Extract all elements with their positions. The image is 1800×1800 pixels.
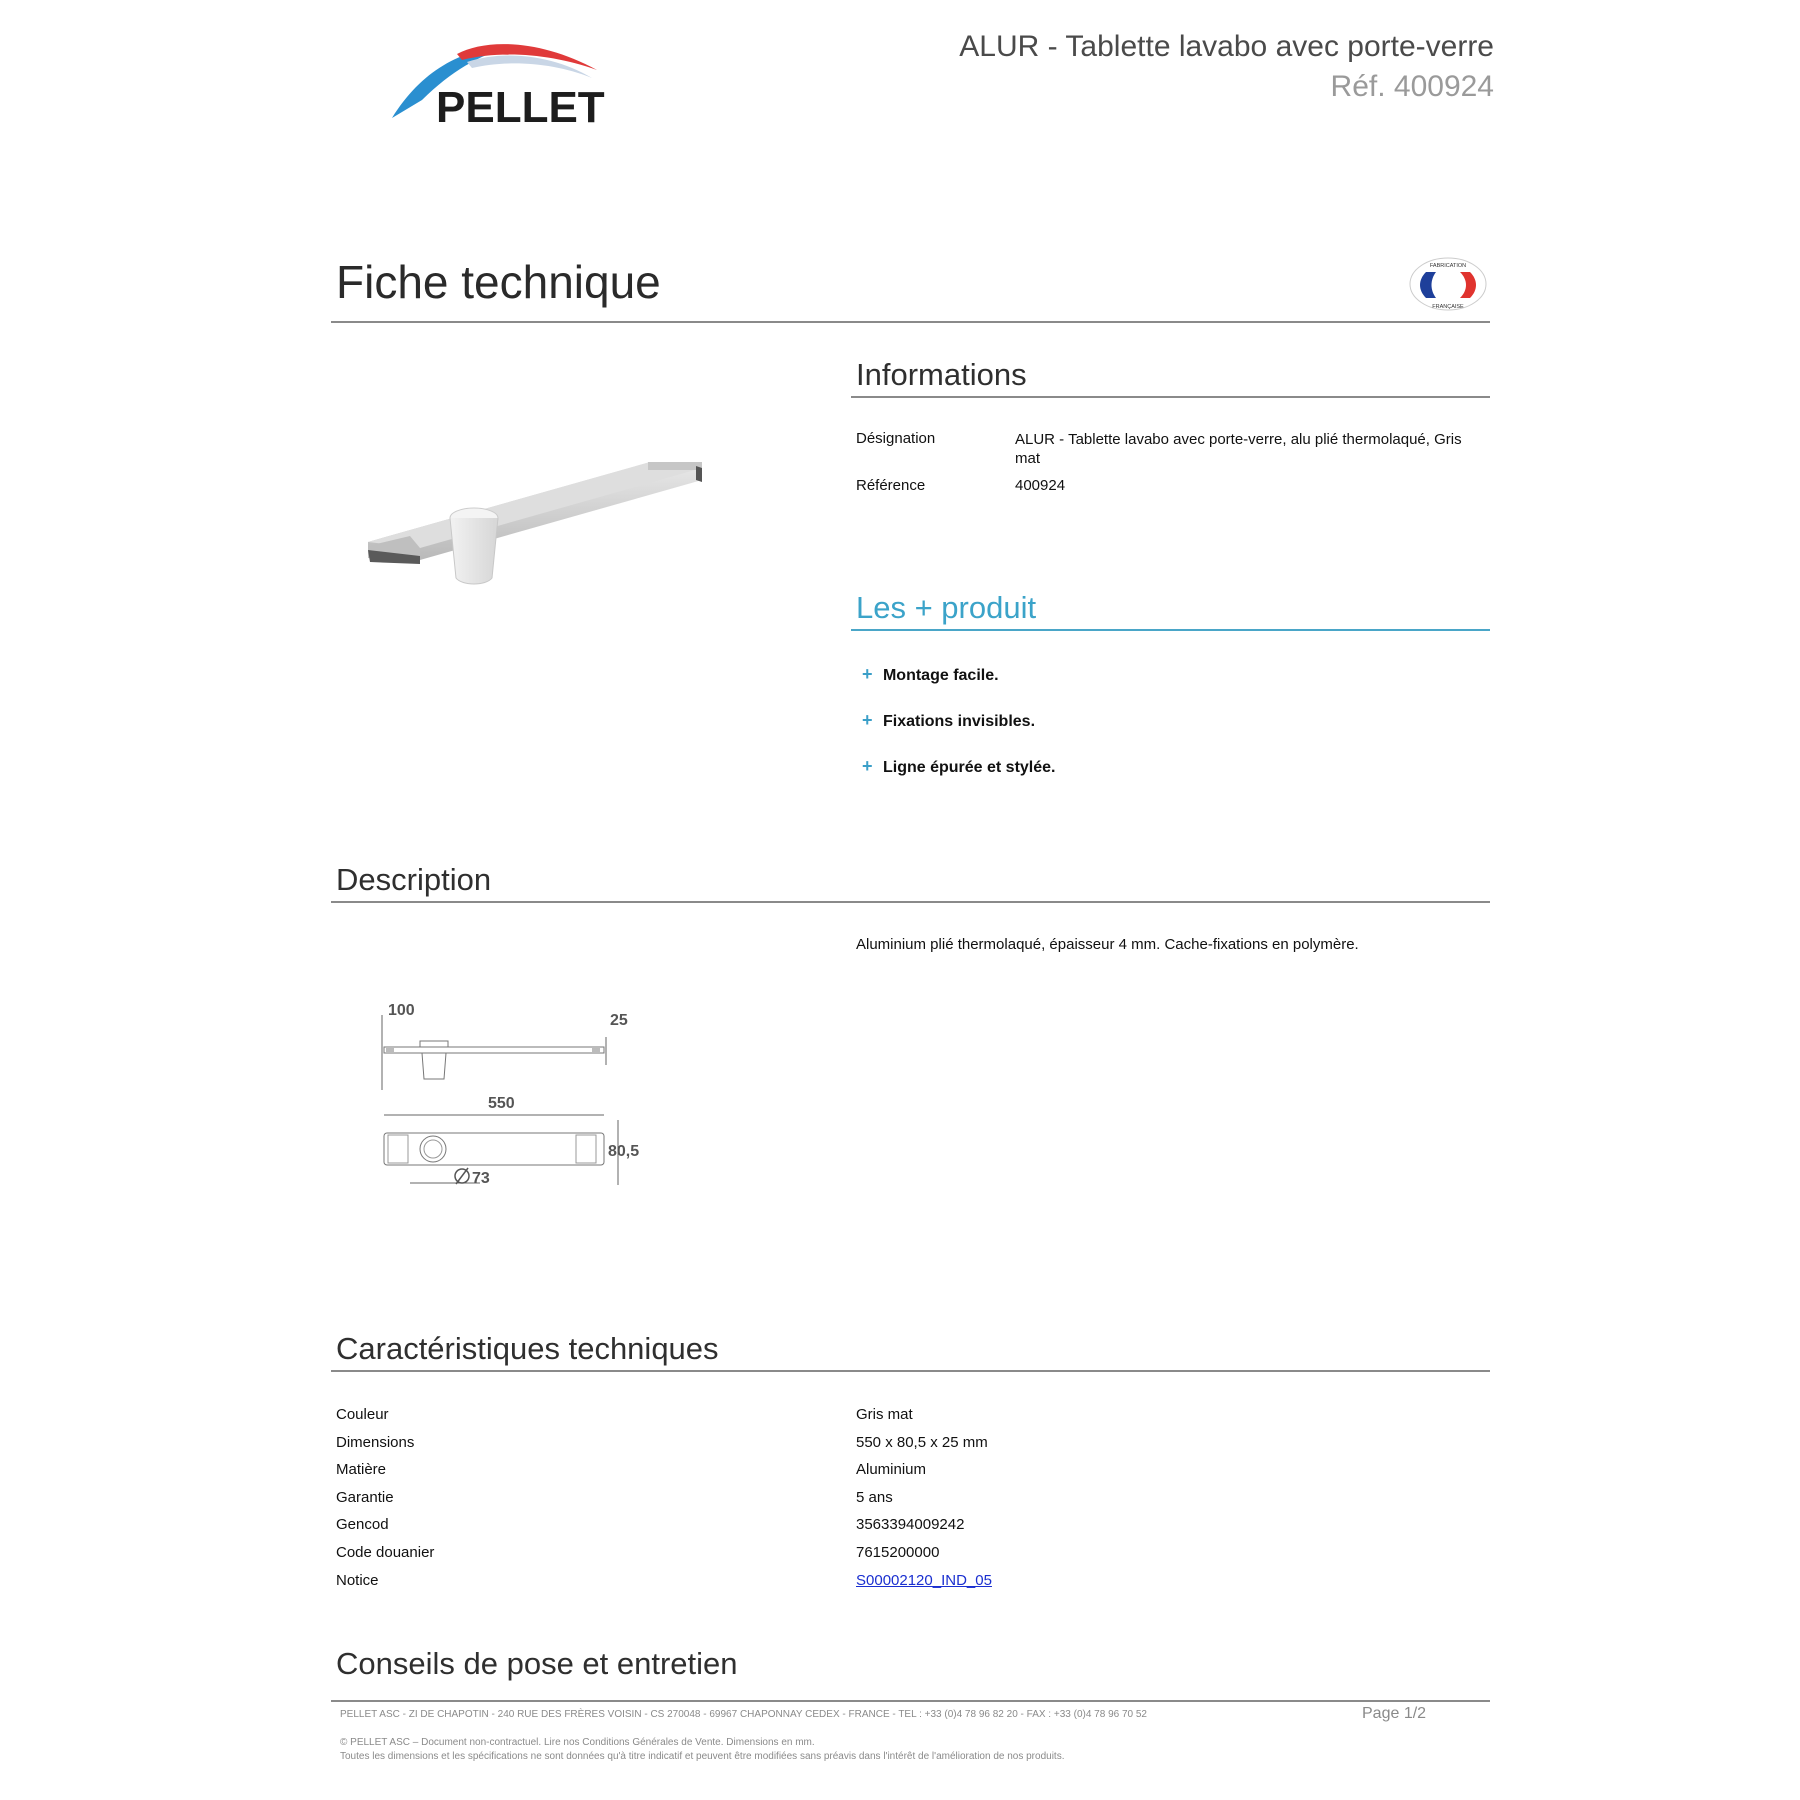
- french-flag-icon: [1408, 256, 1488, 312]
- conseils-divider: [331, 1700, 1490, 1702]
- dim-550-label: 550: [488, 1095, 515, 1112]
- product-reference: Réf. 400924: [1330, 70, 1494, 103]
- logo-swoosh-icon: [392, 40, 642, 130]
- dim-100-label: 100: [388, 1002, 415, 1019]
- list-item: [862, 664, 999, 685]
- footer-address: PELLET ASC - ZI DE CHAPOTIN - 240 RUE DES FRÈRES VOISIN - CS 270048 - 69967 CHAPONNAY CEDEX - FRANCE - TEL : +33 (0)4 78 96 82 20 - FAX : +33 (0)4 78 96 70 52: [340, 1709, 1147, 1720]
- reference-label: Référence: [856, 477, 926, 494]
- list-item: [862, 710, 1035, 731]
- plus-icon: +: [862, 756, 873, 776]
- plus-icon: +: [862, 664, 873, 684]
- spec-value-code-douanier: 7615200000: [856, 1544, 940, 1561]
- designation-value: ALUR - Tablette lavabo avec porte-verre, alu plié thermolaqué, Gris mat: [1015, 431, 1462, 467]
- footer-legal-1: © PELLET ASC – Document non-contractuel. Lire nos Conditions Générales de Vente. Dimensions en mm.: [340, 1737, 815, 1748]
- reference-value: 400924: [1015, 477, 1066, 494]
- dim-73-label: 73: [472, 1170, 490, 1187]
- caracteristiques-heading: Caractéristiques techniques: [336, 1331, 719, 1366]
- list-item: [862, 756, 1055, 777]
- dim-25-label: 25: [610, 1012, 628, 1029]
- conseils-heading: Conseils de pose et entretien: [336, 1646, 738, 1681]
- spec-label-couleur: Couleur: [336, 1406, 389, 1423]
- spec-label-matiere: Matière: [336, 1461, 387, 1478]
- title-divider: [331, 321, 1490, 323]
- designation-label: Désignation: [856, 430, 936, 447]
- spec-label-garantie: Garantie: [336, 1489, 394, 1506]
- informations-heading: Informations: [856, 357, 1027, 392]
- product-shelf-image: [350, 350, 720, 710]
- spec-value-couleur: Gris mat: [856, 1406, 913, 1423]
- plus-item-text: Montage facile.: [882, 667, 999, 684]
- badge-bottom-text: FRANÇAISE: [1432, 304, 1464, 310]
- dim-80-5-label: 80,5: [608, 1143, 640, 1160]
- page-number: Page 1/2: [1362, 1705, 1427, 1722]
- plus-produit-divider: [851, 629, 1490, 631]
- plus-item-text: Ligne épurée et stylée.: [882, 759, 1056, 776]
- spec-label-code-douanier: Code douanier: [336, 1544, 435, 1561]
- technical-drawing: [370, 995, 650, 1215]
- dimension-drawing: [370, 995, 650, 1215]
- plus-produit-heading: Les + produit: [856, 590, 1037, 625]
- spec-value-garantie: 5 ans: [856, 1489, 893, 1506]
- pellet-logo: [392, 40, 642, 130]
- spec-value-matiere: Aluminium: [856, 1461, 927, 1478]
- spec-label-notice: Notice: [336, 1572, 379, 1589]
- spec-value-dimensions: 550 x 80,5 x 25 mm: [856, 1434, 988, 1451]
- page-title: Fiche technique: [336, 256, 661, 308]
- notice-link[interactable]: S00002120_IND_05: [856, 1572, 992, 1589]
- description-heading: Description: [336, 862, 492, 897]
- made-in-france-badge: [1408, 256, 1488, 312]
- description-divider: [331, 901, 1490, 903]
- product-title: ALUR - Tablette lavabo avec porte-verre: [959, 30, 1494, 63]
- spec-label-dimensions: Dimensions: [336, 1434, 415, 1451]
- product-photo: [350, 350, 720, 710]
- footer-legal-2: Toutes les dimensions et les spécifications ne sont données qu'à titre indicatif et peuvent être modifiées sans préavis dans l'intérêt de l'amélioration de nos produits.: [340, 1751, 1065, 1762]
- badge-top-text: FABRICATION: [1429, 263, 1467, 269]
- logo-text: PELLET: [436, 83, 605, 130]
- spec-value-gencod: 3563394009242: [856, 1516, 965, 1533]
- plus-item-text: Fixations invisibles.: [882, 713, 1036, 730]
- spec-label-gencod: Gencod: [336, 1516, 389, 1533]
- description-text: Aluminium plié thermolaqué, épaisseur 4 mm. Cache-fixations en polymère.: [856, 936, 1359, 953]
- plus-icon: +: [862, 710, 873, 730]
- informations-divider: [851, 396, 1490, 398]
- caracteristiques-divider: [331, 1370, 1490, 1372]
